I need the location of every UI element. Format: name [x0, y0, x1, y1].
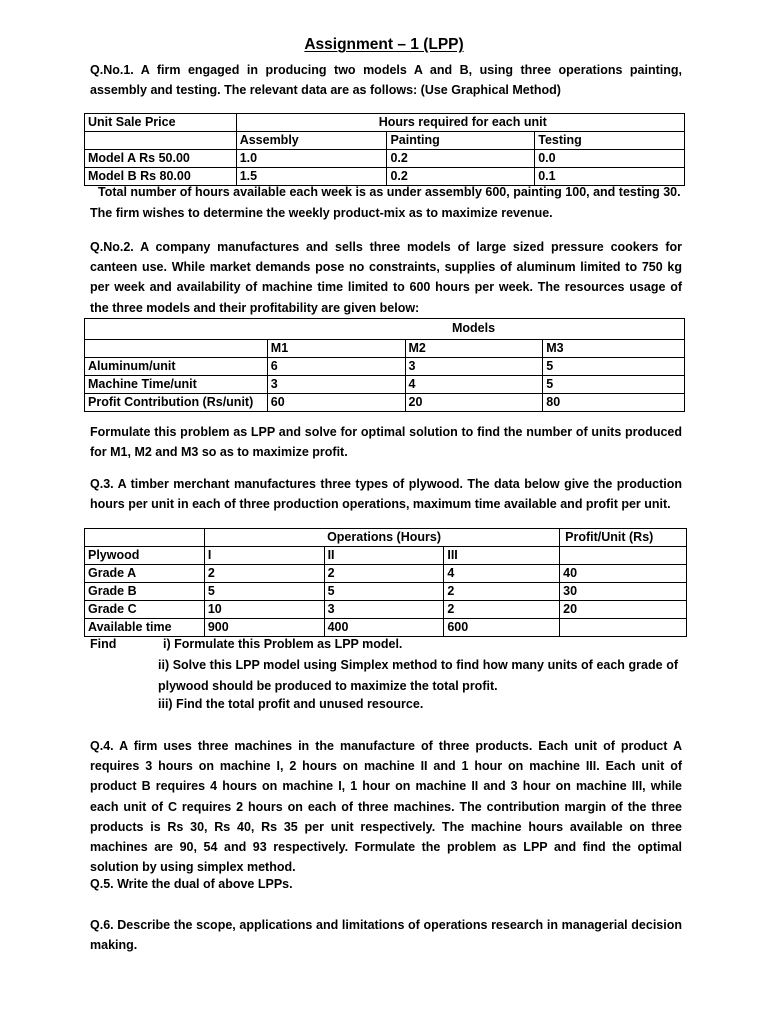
table-cell: Model B Rs 80.00 [85, 168, 237, 186]
table-cell [560, 547, 687, 565]
table-group-header: Models [85, 319, 685, 340]
table-row [85, 601, 687, 619]
table-row [85, 150, 685, 168]
table-cell: 2 [444, 583, 560, 601]
table-cell [560, 619, 687, 637]
table-row [85, 547, 687, 565]
q6-text: Q.6. Describe the scope, applications and limitations of operations research in managerial decision making. [90, 918, 682, 953]
table-header-cell: M2 [405, 340, 543, 358]
q3-find-i: i) Formulate this Problem as LPP model. [163, 637, 403, 651]
table-cell: 900 [204, 619, 324, 637]
table-cell: Grade C [85, 601, 205, 619]
table-cell: 20 [405, 394, 543, 412]
table-cell: 1.0 [236, 150, 387, 168]
table-cell: Plywood [85, 547, 205, 565]
table-cell: 30 [560, 583, 687, 601]
table-group-header: Hours required for each unit [236, 114, 684, 132]
table-cell: 3 [405, 358, 543, 376]
table-row [85, 583, 687, 601]
table-header-cell: M1 [267, 340, 405, 358]
table-cell [85, 340, 268, 358]
table-cell: I [204, 547, 324, 565]
table-cell: 0.0 [535, 150, 685, 168]
table-cell [204, 529, 324, 547]
table-cell: 5 [543, 358, 685, 376]
table-cell: Model A Rs 50.00 [85, 150, 237, 168]
table-row [85, 358, 685, 376]
table-cell: 5 [324, 583, 444, 601]
table-cell: 600 [444, 619, 560, 637]
table-cell: 5 [204, 583, 324, 601]
table-row [85, 132, 685, 150]
table-cell: 0.2 [387, 150, 535, 168]
table-cell: Aluminum/unit [85, 358, 268, 376]
table-cell: 4 [405, 376, 543, 394]
table-cell: Available time [85, 619, 205, 637]
table-row [85, 529, 687, 547]
table-cell: 6 [267, 358, 405, 376]
table-row [85, 565, 687, 583]
q4-text: Q.4. A firm uses three machines in the manufacture of three products. Each unit of product A requires 3 hours on machine I, 2 hours on machine II and 1 hour on machine III. Each unit of product B requires 4 hours on machine I, 1 hour on machine II and 3 hour on machine III, while each unit of C requires 2 hours on each of three machines. The contribution margin of the three products is Rs 30, Rs 40, Rs 35 per unit respectively. The machine hours available on three machines are 90, 54 and 93 respectively. Formulate the problem as LPP and find the optimal solution by using simplex method. [90, 739, 682, 875]
table-cell: 400 [324, 619, 444, 637]
q1-text: Q.No.1. A firm engaged in producing two models A and B, using three operations painting, assembly and testing. The relevant data are as follows: (Use Graphical Method) [90, 63, 682, 98]
table-cell: 1.5 [236, 168, 387, 186]
q3-text: Q.3. A timber merchant manufactures three types of plywood. The data below give the production hours per unit in each of three production operations, maximum time available and profit per unit. [90, 477, 682, 512]
table-header-cell: Testing [535, 132, 685, 150]
q5-text: Q.5. Write the dual of above LPPs. [90, 877, 293, 891]
table-cell: 5 [543, 376, 685, 394]
table-cell: Grade B [85, 583, 205, 601]
table-cell: 20 [560, 601, 687, 619]
table-cell: 80 [543, 394, 685, 412]
table-header-cell: Assembly [236, 132, 387, 150]
table-cell: 10 [204, 601, 324, 619]
table-cell: II [324, 547, 444, 565]
table-cell: Grade A [85, 565, 205, 583]
q1-after-2: The firm wishes to determine the weekly product-mix as to maximize revenue. [90, 206, 553, 220]
table-cell: Machine Time/unit [85, 376, 268, 394]
table-cell: 2 [324, 565, 444, 583]
table-cell: 60 [267, 394, 405, 412]
table-cell: 3 [324, 601, 444, 619]
table-row [85, 619, 687, 637]
q3-find-label: Find [90, 637, 117, 651]
table-header-cell: Profit/Unit (Rs) [560, 529, 687, 547]
table-row [85, 319, 685, 340]
table-cell: Profit Contribution (Rs/unit) [85, 394, 268, 412]
table-cell: 3 [267, 376, 405, 394]
table-cell: 2 [444, 601, 560, 619]
table-header-cell: Unit Sale Price [85, 114, 237, 132]
table-row [85, 168, 685, 186]
q3-find-iii: iii) Find the total profit and unused resource. [158, 697, 424, 711]
table-cell: 2 [204, 565, 324, 583]
table-group-header: Operations (Hours) [324, 529, 560, 547]
table-cell: 40 [560, 565, 687, 583]
q2-table [84, 318, 685, 412]
q2-after: Formulate this problem as LPP and solve for optimal solution to find the number of units produced for M1, M2 and M3 so as to maximize profit. [90, 425, 682, 460]
page-title: Assignment – 1 (LPP) [304, 36, 464, 53]
q3-find-ii: ii) Solve this LPP model using Simplex method to find how many units of each grade of plywood should be produced to maximize the total profit. [158, 658, 678, 693]
table-cell [85, 529, 205, 547]
table-header-cell: Painting [387, 132, 535, 150]
table-cell: 4 [444, 565, 560, 583]
table-cell: 0.1 [535, 168, 685, 186]
table-header-cell: M3 [543, 340, 685, 358]
q1-table [84, 113, 685, 186]
table-row [85, 340, 685, 358]
q3-table [84, 528, 687, 637]
q1-after-1: Total number of hours available each week is as under assembly 600, painting 100, and testing 30. [98, 185, 681, 199]
q2-text: Q.No.2. A company manufactures and sells three models of large sized pressure cookers for canteen use. While market demands pose no constraints, supplies of aluminum limited to 750 kg per week and availability of machine time limited to 600 hours per week. The resources usage of the three models and their profitability are given below: [90, 240, 682, 315]
table-row [85, 394, 685, 412]
table-row [85, 114, 685, 132]
table-row [85, 376, 685, 394]
table-cell: 0.2 [387, 168, 535, 186]
table-cell: III [444, 547, 560, 565]
table-cell [85, 132, 237, 150]
